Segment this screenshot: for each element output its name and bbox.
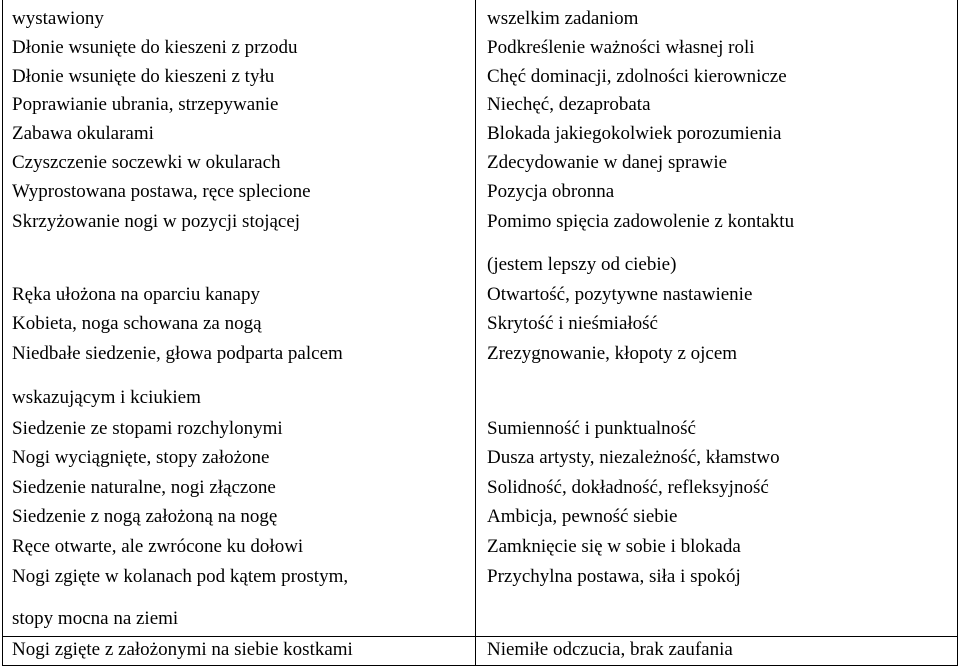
table-cell-meaning: Pozycja obronna: [487, 181, 615, 202]
table-cell-meaning: Blokada jakiegokolwiek porozumienia: [487, 123, 782, 144]
table-cell-behavior: Ręka ułożona na oparciu kanapy: [12, 284, 260, 305]
table-cell-behavior: Nogi zgięte w kolanach pod kątem prostym,: [12, 566, 349, 587]
table-cell-meaning: Solidność, dokładność, refleksyjność: [487, 477, 769, 498]
table-cell-meaning: Sumienność i punktualność: [487, 418, 696, 439]
table-cell-behavior: Dłonie wsunięte do kieszeni z tyłu: [12, 66, 275, 87]
table-cell-behavior: Wyprostowana postawa, ręce splecione: [12, 181, 311, 202]
table-cell-behavior: Czyszczenie soczewki w okularach: [12, 152, 281, 173]
table-column-divider: [475, 0, 476, 666]
table-border-right: [957, 0, 958, 666]
table-cell-behavior: Siedzenie z nogą założoną na nogę: [12, 506, 278, 527]
table-cell-behavior: stopy mocna na ziemi: [12, 608, 179, 629]
table-cell-meaning: Dusza artysty, niezależność, kłamstwo: [487, 447, 780, 468]
table-cell-behavior: Ręce otwarte, ale zwrócone ku dołowi: [12, 536, 304, 557]
table-cell-behavior: wskazującym i kciukiem: [12, 387, 201, 408]
table-cell-meaning: Skrytość i nieśmiałość: [487, 313, 658, 334]
table-cell-behavior: wystawiony: [12, 8, 104, 29]
table-border-left: [2, 0, 3, 666]
table-cell-meaning: Zrezygnowanie, kłopoty z ojcem: [487, 343, 738, 364]
table-cell-meaning: (jestem lepszy od ciebie): [487, 254, 677, 275]
table-cell-meaning: Podkreślenie ważności własnej roli: [487, 37, 755, 58]
table-cell-behavior: Skrzyżowanie nogi w pozycji stojącej: [12, 211, 301, 232]
table-cell-behavior: Siedzenie naturalne, nogi złączone: [12, 477, 276, 498]
table-cell-meaning: Pomimo spięcia zadowolenie z kontaktu: [487, 211, 795, 232]
table-cell-meaning: Otwartość, pozytywne nastawienie: [487, 284, 753, 305]
table-cell-behavior: Nogi zgięte z założonymi na siebie kostkami: [12, 639, 353, 660]
table-cell-meaning: Niechęć, dezaprobata: [487, 94, 651, 115]
table-cell-meaning: Przychylna postawa, siła i spokój: [487, 566, 741, 587]
table-cell-meaning: Zamknięcie się w sobie i blokada: [487, 536, 741, 557]
table-cell-meaning: wszelkim zadaniom: [487, 8, 639, 29]
table-cell-meaning: Niemiłe odczucia, brak zaufania: [487, 639, 733, 660]
table-cell-behavior: Kobieta, noga schowana za nogą: [12, 313, 262, 334]
table-cell-behavior: Niedbałe siedzenie, głowa podparta palcem: [12, 343, 343, 364]
table-cell-behavior: Siedzenie ze stopami rozchylonymi: [12, 418, 283, 439]
table-row-divider: [2, 636, 958, 637]
table-cell-behavior: Nogi wyciągnięte, stopy założone: [12, 447, 270, 468]
table-cell-meaning: Ambicja, pewność siebie: [487, 506, 678, 527]
table-cell-meaning: Chęć dominacji, zdolności kierownicze: [487, 66, 787, 87]
table-cell-behavior: Dłonie wsunięte do kieszeni z przodu: [12, 37, 298, 58]
table-cell-behavior: Poprawianie ubrania, strzepywanie: [12, 94, 279, 115]
table-cell-meaning: Zdecydowanie w danej sprawie: [487, 152, 728, 173]
table-cell-behavior: Zabawa okularami: [12, 123, 154, 144]
